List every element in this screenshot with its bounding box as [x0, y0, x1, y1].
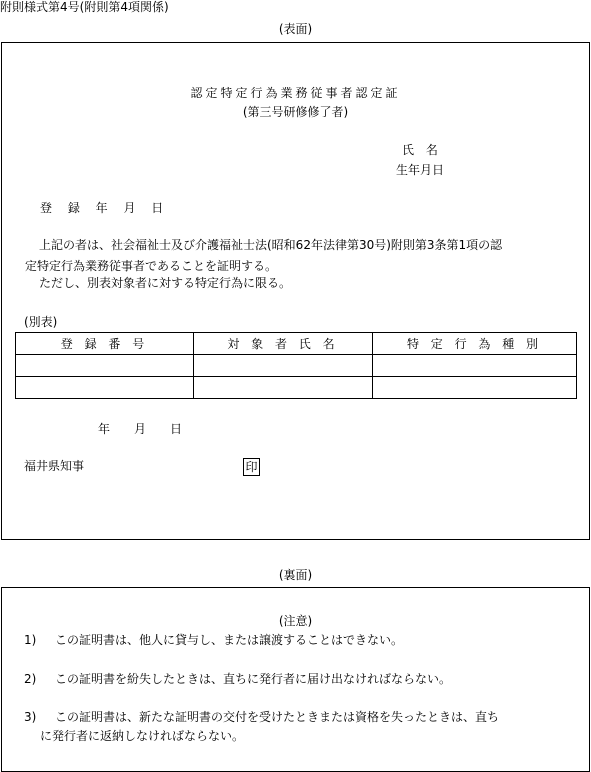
- note-1-text: この証明書は、他人に貸与し、または譲渡することはできない。: [55, 633, 404, 647]
- table-cell[interactable]: [373, 355, 577, 377]
- header-subject-name: 対 象 者 氏 名: [194, 333, 373, 355]
- front-side-label: (表面): [278, 22, 313, 36]
- table-cell[interactable]: [16, 377, 194, 399]
- name-label: 氏 名: [402, 143, 442, 157]
- body-line-1: 上記の者は、社会福祉士及び介護福祉士法(昭和62年法律第30号)附則第3条第1項の認: [39, 238, 503, 252]
- table-cell[interactable]: [194, 377, 373, 399]
- dob-label: 生年月日: [396, 163, 445, 177]
- cert-subtitle: (第三号研修修了者): [242, 105, 349, 119]
- note-3-number: 3): [24, 710, 37, 724]
- note-2-text: この証明書を紛失したときは、直ちに発行者に届け出なければならない。: [55, 672, 452, 686]
- registration-table: [15, 332, 577, 399]
- note-1-number: 1): [24, 633, 37, 647]
- appendix-label: (別表): [24, 315, 58, 329]
- note-2-number: 2): [24, 672, 37, 686]
- front-certificate-box: [1, 42, 590, 540]
- registration-date-label: 登 録 年 月 日: [40, 201, 170, 215]
- body-line-3: ただし、別表対象者に対する特定行為に限る。: [39, 276, 292, 290]
- table-cell[interactable]: [16, 355, 194, 377]
- issuer-label: 福井県知事: [24, 459, 85, 473]
- table-row: [16, 377, 577, 399]
- back-notes-box: [1, 587, 590, 772]
- note-3-text: この証明書は、新たな証明書の交付を受けたときまたは資格を失ったときは、直ち: [55, 710, 500, 724]
- note-3-text-continued: に発行者に返納しなければならない。: [40, 729, 245, 743]
- table-row: [16, 355, 577, 377]
- seal-stamp: 印: [243, 458, 260, 476]
- table-cell[interactable]: [373, 377, 577, 399]
- notes-heading: (注意): [278, 614, 313, 628]
- cert-title: 認定特定行為業務従事者認定証: [190, 86, 401, 100]
- table-header-row: [16, 333, 577, 355]
- header-registration-number: 登 録 番 号: [16, 333, 194, 355]
- issue-date-label: 年 月 日: [98, 422, 183, 436]
- form-title: 附則様式第4号(附則第4項関係): [0, 0, 169, 14]
- body-line-2: 定特定行為業務従事者であることを証明する。: [25, 259, 278, 273]
- table-cell[interactable]: [194, 355, 373, 377]
- back-side-label: (裏面): [278, 568, 313, 582]
- header-specified-act-type: 特 定 行 為 種 別: [373, 333, 577, 355]
